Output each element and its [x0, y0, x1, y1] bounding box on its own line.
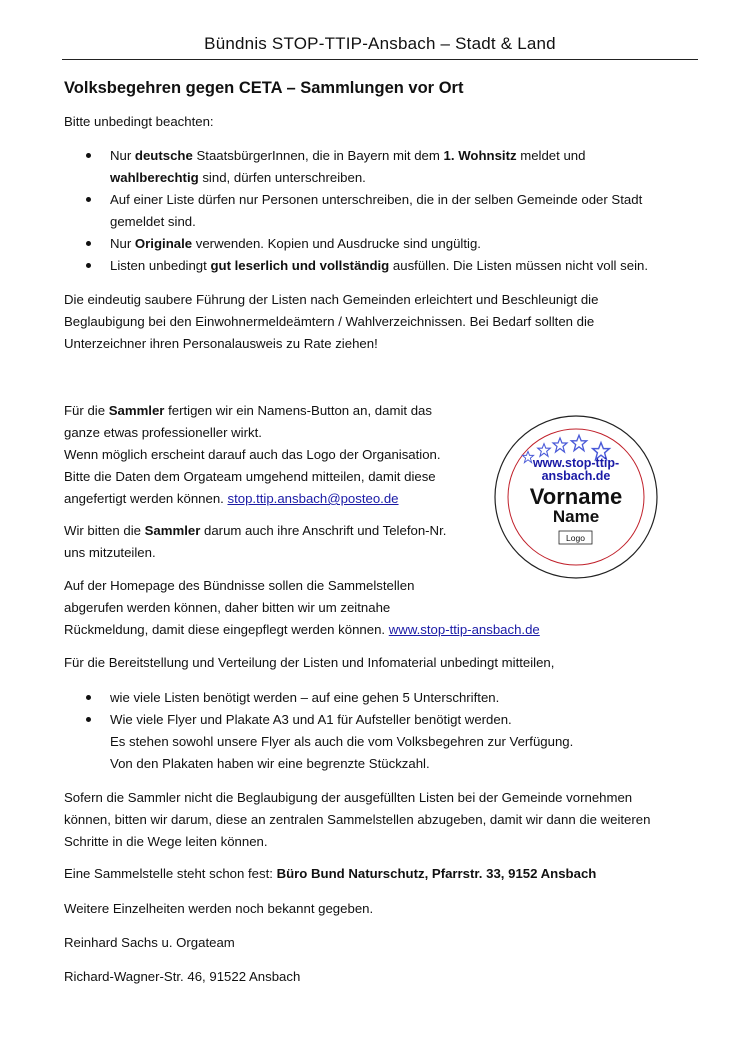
rule-item-2 — [110, 189, 700, 233]
signature: Reinhard Sachs u. Orgateam — [64, 935, 235, 950]
need-item-2 — [110, 709, 700, 775]
intro-text: Bitte unbedingt beachten: — [64, 114, 214, 129]
bullet-icon — [86, 717, 91, 722]
text-bold: gut leserlich und vollständig — [210, 258, 390, 273]
text-run: Nur — [110, 148, 135, 163]
text-run: uns mitzuteilen. — [64, 545, 156, 560]
bullet-icon — [86, 695, 91, 700]
text-run: Beglaubigung bei den Einwohnermeldeämtern / Wahlverzeichnissen. Bei Bedarf sollten die — [64, 314, 595, 329]
text-run: darum auch ihre Anschrift und Telefon-Nr. — [200, 523, 447, 538]
text-bold: deutsche — [134, 148, 193, 163]
bullet-icon — [86, 153, 91, 158]
text-run: verwenden. Kopien und Ausdrucke sind ungültig. — [192, 236, 481, 251]
text-run: StaatsbürgerInnen, die in Bayern mit dem — [192, 148, 444, 163]
text-run: meldet und — [516, 148, 586, 163]
paragraph-collection-points — [64, 787, 650, 853]
homepage-link[interactable]: www.stop-ttip-ansbach.de — [388, 622, 540, 637]
text-run: Für die — [64, 403, 109, 418]
text-run: abgerufen werden können, daher bitten wir um zeitnahe — [64, 600, 391, 615]
page-header: Bündnis STOP-TTIP-Ansbach – Stadt & Land — [204, 34, 556, 53]
badge-lastname: Name — [552, 507, 600, 526]
rule-item-1 — [110, 145, 700, 189]
text-run: Wir bitten die — [64, 523, 145, 538]
text-run: fertigen wir ein Namens-Button an, damit das — [164, 403, 432, 418]
text-run: Schritte in die Wege leiten können. — [64, 834, 268, 849]
text-run: Die eindeutig saubere Führung der Listen nach Gemeinden erleichtert und Beschleunigt die — [64, 292, 599, 307]
text-run: Von den Plakaten haben wir eine begrenzte Stückzahl. — [110, 756, 430, 771]
header-divider — [62, 59, 698, 60]
text-run: Rückmeldung, damit diese eingepflegt werden können. — [64, 622, 389, 637]
bullet-icon — [86, 263, 91, 268]
badge-logo-label: Logo — [566, 533, 585, 543]
text-bold: Originale — [134, 236, 193, 251]
badge-firstname: Vorname — [529, 484, 623, 509]
text-run: Auf der Homepage des Bündnisse sollen die Sammelstellen — [64, 578, 415, 593]
rule-item-3 — [110, 233, 700, 255]
text-run: Sofern die Sammler nicht die Beglaubigung der ausgefüllten Listen bei der Gemeinde vornehmen — [64, 790, 633, 805]
text-run: Es stehen sowohl unsere Flyer als auch die vom Volksbegehren zur Verfügung. — [110, 734, 574, 749]
rule-item-4 — [110, 255, 700, 277]
text-run: Wie viele Flyer und Plakate A3 und A1 für Aufsteller benötigt werden. — [110, 712, 512, 727]
paragraph-name-button — [64, 400, 441, 510]
text-run: gemeldet sind. — [110, 214, 196, 229]
paragraph-distribution: Für die Bereitstellung und Verteilung der Listen und Infomaterial unbedingt mitteilen, — [64, 655, 555, 670]
text-bold: 1. Wohnsitz — [443, 148, 517, 163]
text-run: Eine Sammelstelle steht schon fest: — [64, 866, 277, 881]
text-bold: Sammler — [144, 523, 201, 538]
text-run: sind, dürfen unterschreiben. — [198, 170, 366, 185]
text-run: Wenn möglich erscheint darauf auch das Logo der Organisation. — [64, 447, 441, 462]
paragraph-fixed-location — [64, 863, 596, 885]
text-run: angefertigt werden können. — [64, 491, 228, 506]
text-run: Auf einer Liste dürfen nur Personen unterschreiben, die in der selben Gemeinde oder Stadt — [110, 192, 643, 207]
text-run: ausfüllen. Die Listen müssen nicht voll sein. — [389, 258, 649, 273]
text-bold: Büro Bund Naturschutz, Pfarrstr. 33, 9152 Ansbach — [276, 866, 597, 881]
bullet-icon — [86, 197, 91, 202]
text-run: können, bitten wir darum, diese an zentralen Sammelstellen abzugeben, damit wir dann die weiteren — [64, 812, 651, 827]
text-run: Unterzeichner ihren Personalausweis zu Rate ziehen! — [64, 336, 378, 351]
email-link[interactable]: stop.ttip.ansbach@posteo.de — [227, 491, 399, 506]
paragraph-homepage — [64, 575, 540, 641]
text-run: ganze etwas professioneller wirkt. — [64, 425, 262, 440]
need-item-1: wie viele Listen benötigt werden – auf eine gehen 5 Unterschriften. — [110, 690, 500, 705]
text-run: Bitte die Daten dem Orgateam umgehend mitteilen, damit diese — [64, 469, 436, 484]
badge-url-line-2: ansbach.de — [541, 469, 611, 483]
text-bold: wahlberechtig — [110, 170, 199, 185]
paragraph-address-request — [64, 520, 446, 564]
paragraph-more-details: Weitere Einzelheiten werden noch bekannt gegeben. — [64, 901, 374, 916]
text-run: Nur — [110, 236, 135, 251]
text-bold: Sammler — [108, 403, 165, 418]
bullet-icon — [86, 241, 91, 246]
paragraph-lists — [64, 289, 598, 355]
badge-url-line-1: www.stop-ttip- — [532, 456, 620, 470]
page-title: Volksbegehren gegen CETA – Sammlungen vor Ort — [64, 79, 464, 97]
name-badge — [494, 415, 658, 579]
sender-address: Richard-Wagner-Str. 46, 91522 Ansbach — [64, 969, 301, 984]
text-run: Listen unbedingt — [110, 258, 211, 273]
